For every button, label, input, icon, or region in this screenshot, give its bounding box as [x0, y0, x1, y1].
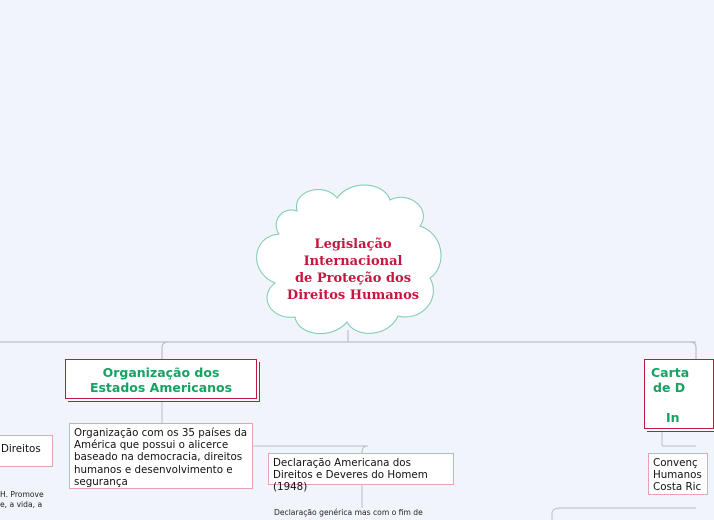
connector-to-oea [162, 342, 168, 359]
connector-central-bar [0, 330, 696, 342]
subtopic-declaracao-text: Declaração Americana dos Direitos e Deveres do Homem (1948) [273, 457, 428, 494]
subtopic-convencao-line: Costa Ric [653, 481, 702, 494]
topic-oea-line: Estados Americanos [89, 380, 233, 395]
subtopic-convencao-line: Convenç [653, 457, 698, 469]
note-left-line: H. Promove [0, 490, 44, 499]
note-left-line: e, a vida, a [0, 500, 43, 509]
subtopic-direitos[interactable] [0, 435, 53, 467]
topic-carta-line: In [666, 410, 680, 425]
topic-carta[interactable] [644, 359, 714, 429]
subtopic-convencao-line: Humanos [653, 469, 702, 482]
topic-carta-line: Carta [651, 365, 690, 380]
central-topic[interactable] [278, 236, 428, 304]
topic-carta-line: de D [653, 380, 686, 395]
note-left [0, 490, 52, 510]
central-topic-line: de Proteção dos [294, 271, 412, 286]
subtopic-organizacao[interactable] [69, 423, 253, 489]
central-topic-line: Direitos Humanos [286, 288, 420, 303]
connector-to-carta [690, 342, 696, 359]
connector-carta-children [662, 432, 696, 446]
subtopic-declaracao-americana[interactable] [268, 453, 454, 494]
topic-oea[interactable] [65, 359, 257, 399]
topic-oea-line: Organização dos [102, 365, 220, 380]
subtopic-organizacao-text: Organização com os 35 países da América que possui o alicerce baseado na democracia, direitos humanos e desenvolvimento e segurança [74, 427, 248, 488]
central-topic-line: Internacional [303, 254, 403, 269]
central-topic-line: Legislação [314, 237, 392, 252]
subtopic-direitos-text: Direitos [1, 443, 41, 455]
subtopic-convencao[interactable] [648, 453, 708, 495]
note-declaracao: Declaração genérica mas com o fim de [274, 508, 423, 517]
connector-carta-lower [552, 508, 696, 520]
